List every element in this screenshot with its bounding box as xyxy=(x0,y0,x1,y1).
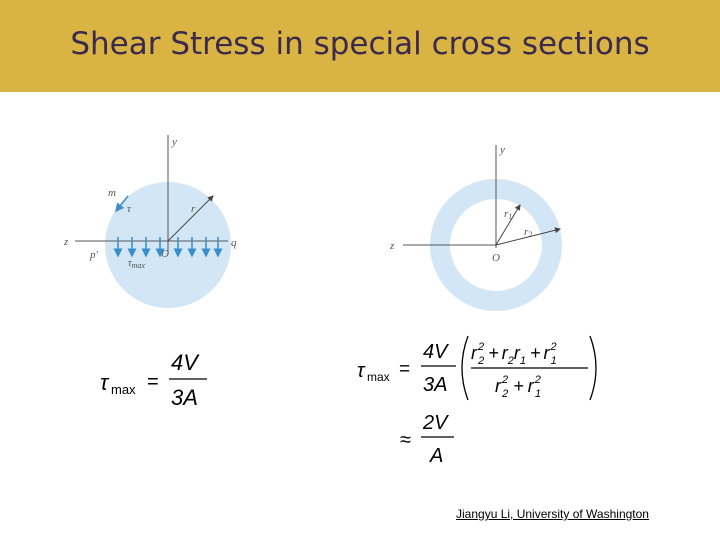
r2-label: r2 xyxy=(524,226,533,239)
formula-solid-numerator: 4V xyxy=(171,350,198,375)
formula-hollow-left-paren xyxy=(462,336,468,400)
hollow-origin-label: O xyxy=(492,252,500,264)
formula-hollow-paren-numerator: $r^2$ $2 + r_2r_1 + r^2$ 1 xyxy=(471,341,557,367)
r1-label: r1 xyxy=(504,208,513,221)
tau-label: τ xyxy=(127,203,131,215)
credit-text: Jiangyu Li, University of Washington xyxy=(456,507,649,521)
formula-hollow-approx-num: 2V xyxy=(423,412,448,434)
origin-label: O xyxy=(161,248,169,260)
m-label: m xyxy=(108,187,116,199)
formula-solid-equals: = xyxy=(147,371,159,393)
formula-hollow-frac-den: 3A xyxy=(423,374,448,396)
slide-title: Shear Stress in special cross sections xyxy=(70,26,650,62)
hollow-z-label: z xyxy=(390,240,395,252)
formula-hollow-approx-den: A xyxy=(430,445,444,467)
formula-hollow-tau: τ xyxy=(357,360,365,382)
formula-solid-tau-sub: max xyxy=(111,382,136,397)
p-label: p' xyxy=(90,249,98,261)
r-label: r xyxy=(191,203,196,215)
formula-hollow-equals: = xyxy=(399,359,411,380)
y-axis-label: y xyxy=(172,136,177,148)
hollow-y-label: y xyxy=(500,144,505,156)
z-axis-label: z xyxy=(64,236,69,248)
formula-hollow-tau-sub: max xyxy=(367,370,390,384)
formula-hollow-paren-denominator: $r^2$ $2 + r^2$ 1 xyxy=(495,374,542,400)
q-label: q xyxy=(231,237,237,249)
tau-max-label: $\tau_{max}$ xyxy=(128,258,145,270)
formula-solid-tau: τ xyxy=(100,370,109,395)
formula-hollow-right-paren xyxy=(590,336,596,400)
formula-hollow-frac-num: 4V xyxy=(423,341,448,363)
formula-hollow-approx: ≈ xyxy=(400,429,411,451)
formula-solid-denominator: 3A xyxy=(171,385,198,410)
